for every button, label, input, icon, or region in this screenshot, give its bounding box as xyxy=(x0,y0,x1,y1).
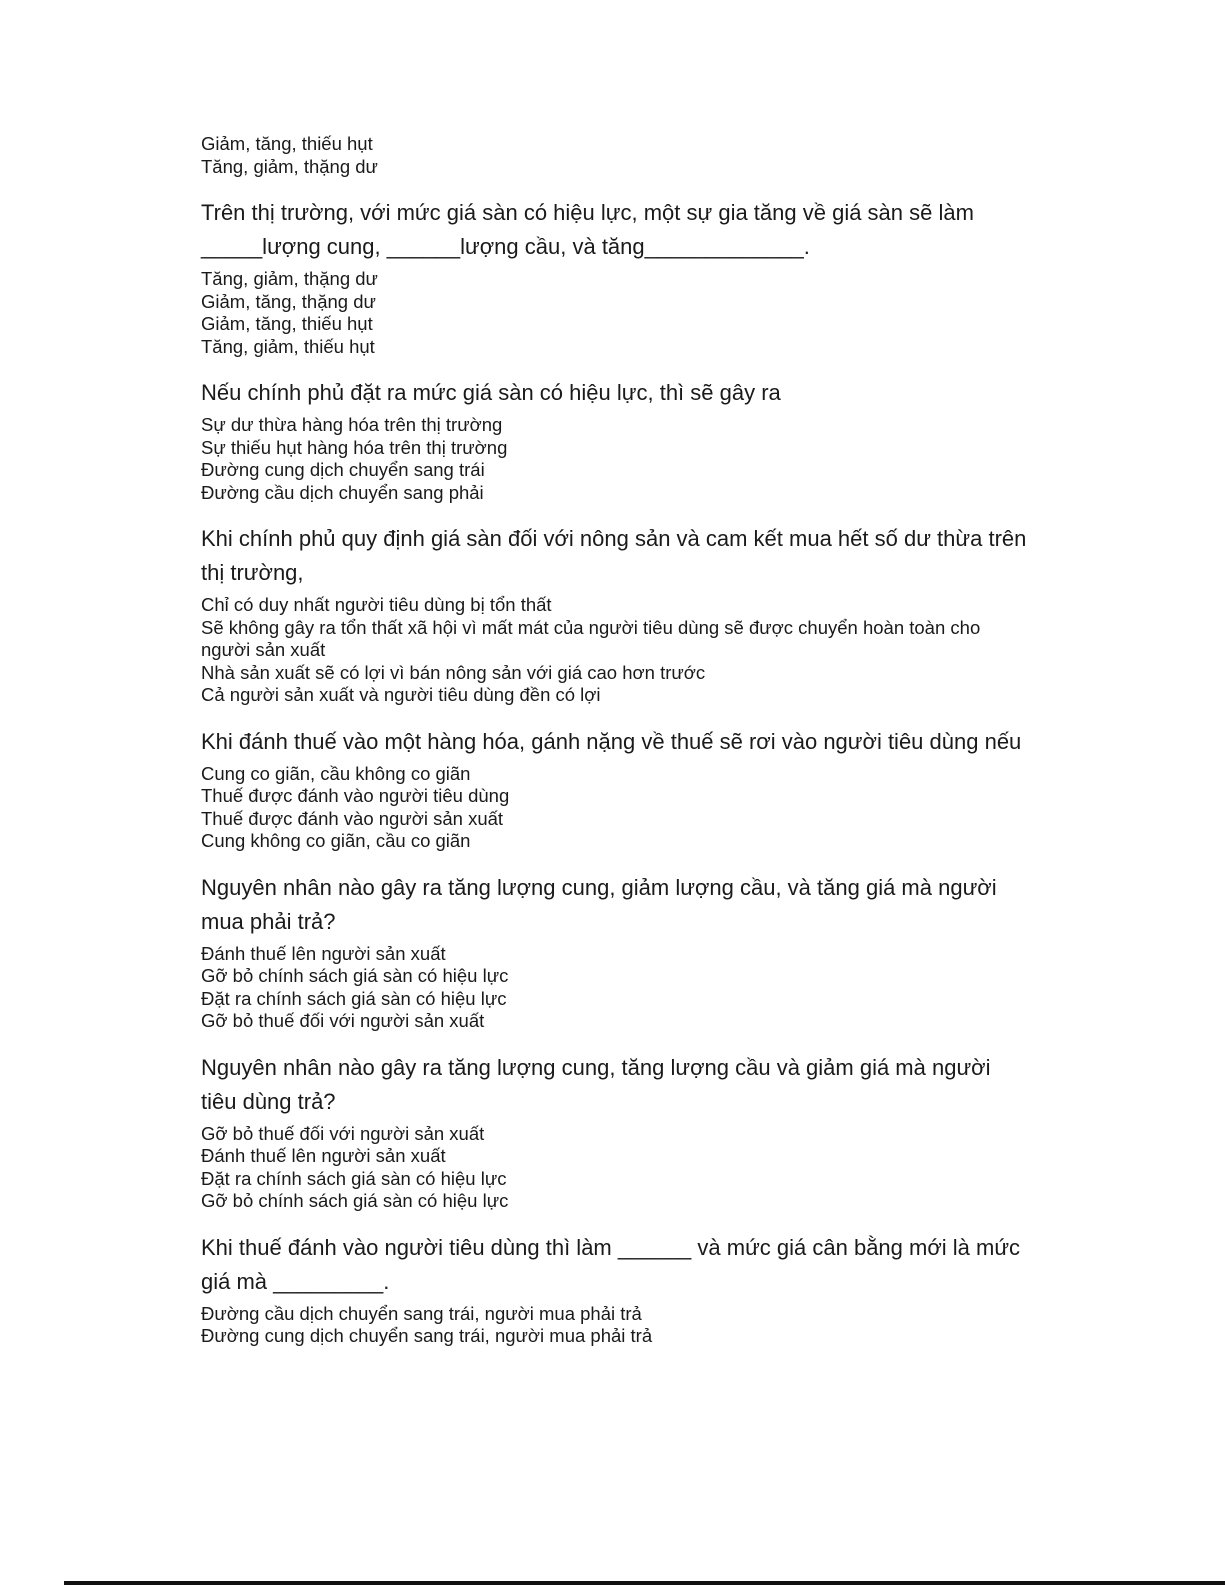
question-block xyxy=(201,725,1031,853)
option: Sự thiếu hụt hàng hóa trên thị trường xyxy=(201,436,508,458)
option: Tăng, giảm, thặng dư xyxy=(201,268,378,289)
question-text: Khi thuế đánh vào người tiêu dùng thì làm ______ và mức giá cân bằng mới là mức giá mà _________. xyxy=(201,1234,1027,1294)
question-text: Nếu chính phủ đặt ra mức giá sàn có hiệu lực, thì sẽ gây ra xyxy=(201,380,781,405)
option: Cung không co giãn, cầu co giãn xyxy=(201,830,471,851)
option: Đường cung dịch chuyển sang trái, người mua phải trả xyxy=(201,1325,653,1346)
option: Đánh thuế lên người sản xuất xyxy=(201,1145,446,1166)
option-list xyxy=(201,414,1031,504)
option-list xyxy=(201,1303,1031,1348)
option: Đặt ra chính sách giá sàn có hiệu lực xyxy=(201,1167,507,1189)
option-list xyxy=(201,594,1031,707)
option: Đường cầu dịch chuyển sang trái, người mua phải trả xyxy=(201,1302,642,1324)
option-list xyxy=(201,943,1031,1033)
option: Sẽ không gây ra tổn thất xã hội vì mất mát của người tiêu dùng sẽ được chuyển hoàn toàn cho người sản xuất xyxy=(201,616,986,660)
option: Chỉ có duy nhất người tiêu dùng bị tổn thất xyxy=(201,594,552,615)
option: Thuế được đánh vào người tiêu dùng xyxy=(201,785,510,806)
question-block xyxy=(201,196,1031,358)
question-block xyxy=(201,1051,1031,1213)
option: Giảm, tăng, thiếu hụt xyxy=(201,313,373,334)
option: Đặt ra chính sách giá sàn có hiệu lực xyxy=(201,987,507,1009)
option: Giảm, tăng, thiếu hụt xyxy=(201,133,373,154)
option-list xyxy=(201,1123,1031,1213)
question-text: Khi chính phủ quy định giá sàn đối với nông sản và cam kết mua hết số dư thừa trên thị trường, xyxy=(201,526,1033,585)
option: Sự dư thừa hàng hóa trên thị trường xyxy=(201,414,503,435)
question-block xyxy=(201,376,1031,504)
question-text: Nguyên nhân nào gây ra tăng lượng cung, giảm lượng cầu, và tăng giá mà người mua phải trả? xyxy=(201,874,1003,934)
question-block xyxy=(201,1231,1031,1348)
option: Nhà sản xuất sẽ có lợi vì bán nông sản với giá cao hơn trước xyxy=(201,661,706,683)
option: Gỡ bỏ chính sách giá sàn có hiệu lực xyxy=(201,965,509,986)
lead-options xyxy=(201,133,1031,178)
option: Tăng, giảm, thặng dư xyxy=(201,155,378,177)
question-text: Nguyên nhân nào gây ra tăng lượng cung, tăng lượng cầu và giảm giá mà người tiêu dùng trả? xyxy=(201,1054,997,1114)
option: Cung co giãn, cầu không co giãn xyxy=(201,762,471,784)
option: Gỡ bỏ thuế đối với người sản xuất xyxy=(201,1122,485,1144)
option-list xyxy=(201,763,1031,853)
option: Đường cung dịch chuyển sang trái xyxy=(201,459,485,480)
question-block xyxy=(201,871,1031,1033)
option-list xyxy=(201,268,1031,358)
option: Gỡ bỏ thuế đối với người sản xuất xyxy=(201,1010,485,1031)
question-block xyxy=(201,522,1031,707)
option: Đường cầu dịch chuyển sang phải xyxy=(201,481,484,503)
question-text: Trên thị trường, với mức giá sàn có hiệu lực, một sự gia tăng về giá sàn sẽ làm _____lượng cung, ______lượng cầu, và tăng_____________. xyxy=(201,200,981,259)
document-page xyxy=(201,133,1031,1366)
option: Giảm, tăng, thặng dư xyxy=(201,290,376,312)
option: Cả người sản xuất và người tiêu dùng đền có lợi xyxy=(201,684,601,705)
option: Thuế được đánh vào người sản xuất xyxy=(201,807,504,829)
option: Gỡ bỏ chính sách giá sàn có hiệu lực xyxy=(201,1190,509,1211)
page-bottom-rule xyxy=(64,1581,1225,1585)
option: Tăng, giảm, thiếu hụt xyxy=(201,335,375,357)
option: Đánh thuế lên người sản xuất xyxy=(201,942,446,964)
question-text: Khi đánh thuế vào một hàng hóa, gánh nặng về thuế sẽ rơi vào người tiêu dùng nếu xyxy=(201,728,1022,754)
